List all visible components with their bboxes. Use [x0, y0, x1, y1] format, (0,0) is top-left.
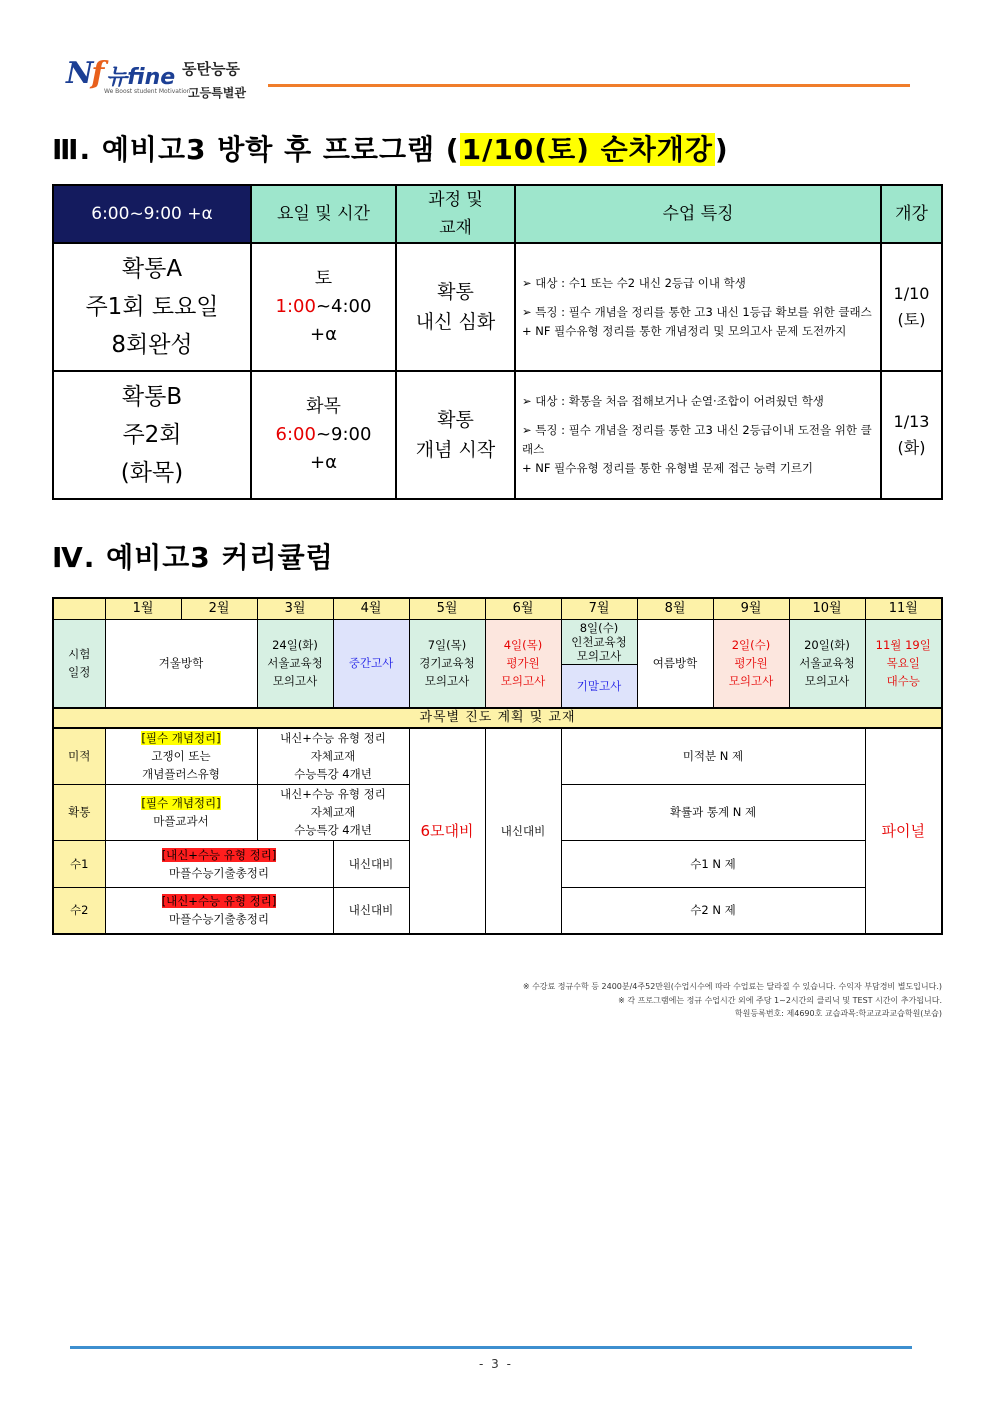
schedule: 토 1:00~4:00 +α — [251, 243, 396, 371]
nov-span: 파이널 — [865, 728, 942, 934]
schedule: 화목 6:00~9:00 +α — [251, 371, 396, 499]
may-span: 6모대비 — [409, 728, 485, 934]
footnotes — [523, 980, 942, 1021]
su2-late: 수2 N 제 — [561, 887, 865, 934]
header-features: 수업 특징 — [515, 185, 881, 243]
subject-label: 수1 — [53, 840, 105, 887]
subject-label: 수2 — [53, 887, 105, 934]
month-header: 2월 — [181, 598, 257, 619]
course-name: 확통A 주1회 토요일 8회완성 — [53, 243, 251, 371]
header-course-book: 과정 및 교재 — [396, 185, 515, 243]
su1-late: 수1 N 제 — [561, 840, 865, 887]
month-header: 3월 — [257, 598, 333, 619]
logo-word: 뉴fine — [106, 65, 176, 90]
month-header: 4월 — [333, 598, 409, 619]
features: ➢ 대상 : 확통을 처음 접해보거나 순열·조합이 어려웠던 학생 ➢ 특징 : 필수 개념을 정리를 통한 고3 내신 2등급이내 도전을 위한 클래스 + NF 필수유형 정리를 통한 유형별 문제 접근 능력 기르기 — [515, 371, 881, 499]
brand-line1: 동탄능동 — [182, 60, 240, 78]
month-header: 10월 — [789, 598, 865, 619]
su2-apr: 내신대비 — [333, 887, 409, 934]
stats-concept: [필수 개념정리] 마플교과서 — [105, 784, 257, 840]
month-header: 1월 — [105, 598, 181, 619]
exam-sep: 2일(수) 평가원 모의고사 — [713, 619, 789, 708]
footnote: ※ 수강료 정규수학 등 2400분/4주52만원(수업시수에 따라 수업료는 달라질 수 있습니다. 수익자 부담경비 별도입니다.) — [522, 982, 942, 991]
course-name: 확통B 주2회 (화목) — [53, 371, 251, 499]
month-header: 8월 — [637, 598, 713, 619]
su1-book: [내신+수능 유형 정리] 마플수능기출총정리 — [105, 840, 333, 887]
brand-line2: 고등특별관 — [188, 86, 246, 100]
exam-jul-bottom: 기말고사 — [561, 664, 637, 708]
calculus-late: 미적분 N 제 — [561, 728, 865, 784]
su2-book: [내신+수능 유형 정리] 마플수능기출총정리 — [105, 887, 333, 934]
exam-jun: 4일(목) 평가원 모의고사 — [485, 619, 561, 708]
header-open: 개강 — [881, 185, 942, 243]
month-header: 7월 — [561, 598, 637, 619]
exam-may: 7일(목) 경기교육청 모의고사 — [409, 619, 485, 708]
footnote: 학원등록번호: 제4690호 교습과목:학교교과교습학원(보습) — [734, 1009, 942, 1018]
logo-mark: Nf — [66, 56, 103, 91]
stats-types: 내신+수능 유형 정리 자체교재 수능특강 4개년 — [257, 784, 409, 840]
header-rule — [268, 84, 910, 87]
open-date: 1/10 (토) — [881, 243, 942, 371]
month-header: 6월 — [485, 598, 561, 619]
su1-apr: 내신대비 — [333, 840, 409, 887]
section3-title: Ⅲ. 예비고3 방학 후 프로그램 (1/10(토) 순차개강) — [52, 133, 729, 166]
month-header: 9월 — [713, 598, 789, 619]
exam-nov: 11월 19일 목요일 대수능 — [865, 619, 942, 708]
exam-winter: 겨울방학 — [105, 619, 257, 708]
calculus-concept: [필수 개념정리] 고쟁이 또는 개념플러스유형 — [105, 728, 257, 784]
course-book: 확통 내신 심화 — [396, 243, 515, 371]
exam-apr: 중간고사 — [333, 619, 409, 708]
exam-aug: 여름방학 — [637, 619, 713, 708]
logo-tagline: We Boost student Motivation — [104, 88, 191, 95]
month-header: 11월 — [865, 598, 942, 619]
table-row — [53, 371, 942, 499]
corner-cell — [53, 598, 105, 619]
page-number: - 3 - — [479, 1357, 513, 1371]
subject-label: 미적 — [53, 728, 105, 784]
stats-late: 확률과 통계 N 제 — [561, 784, 865, 840]
table-row — [53, 243, 942, 371]
title-highlight: 1/10(토) 순차개강 — [461, 133, 713, 166]
header-schedule: 요일 및 시간 — [251, 185, 396, 243]
footer-rule — [70, 1346, 912, 1349]
features: ➢ 대상 : 수1 또는 수2 내신 2등급 이내 학생 ➢ 특징 : 필수 개념을 정리를 통한 고3 내신 1등급 확보를 위한 클래스 + NF 필수유형 정리를 통한 개념정리 및 모의고사 문제 도전까지 — [515, 243, 881, 371]
header-time: 6:00~9:00 +α — [53, 185, 251, 243]
exam-oct: 20일(화) 서울교육청 모의고사 — [789, 619, 865, 708]
program-table — [52, 184, 943, 500]
month-header: 5월 — [409, 598, 485, 619]
exam-jul-top: 8일(수) 인천교육청 모의고사 — [561, 619, 637, 664]
jun-span: 내신대비 — [485, 728, 561, 934]
footnote: ※ 각 프로그램에는 정규 수업시간 외에 주당 1~2시간의 클리닉 및 TEST 시간이 추가됩니다. — [618, 995, 942, 1005]
progress-title: 과목별 진도 계획 및 교재 — [53, 708, 942, 728]
exam-label: 시험 일정 — [53, 619, 105, 708]
exam-mar: 24일(화) 서울교육청 모의고사 — [257, 619, 333, 708]
subject-label: 확통 — [53, 784, 105, 840]
curriculum-table — [52, 597, 943, 935]
course-book: 확통 개념 시작 — [396, 371, 515, 499]
section4-title: Ⅳ. 예비고3 커리큘럼 — [52, 541, 334, 574]
calculus-types: 내신+수능 유형 정리 자체교재 수능특강 4개년 — [257, 728, 409, 784]
open-date: 1/13 (화) — [881, 371, 942, 499]
